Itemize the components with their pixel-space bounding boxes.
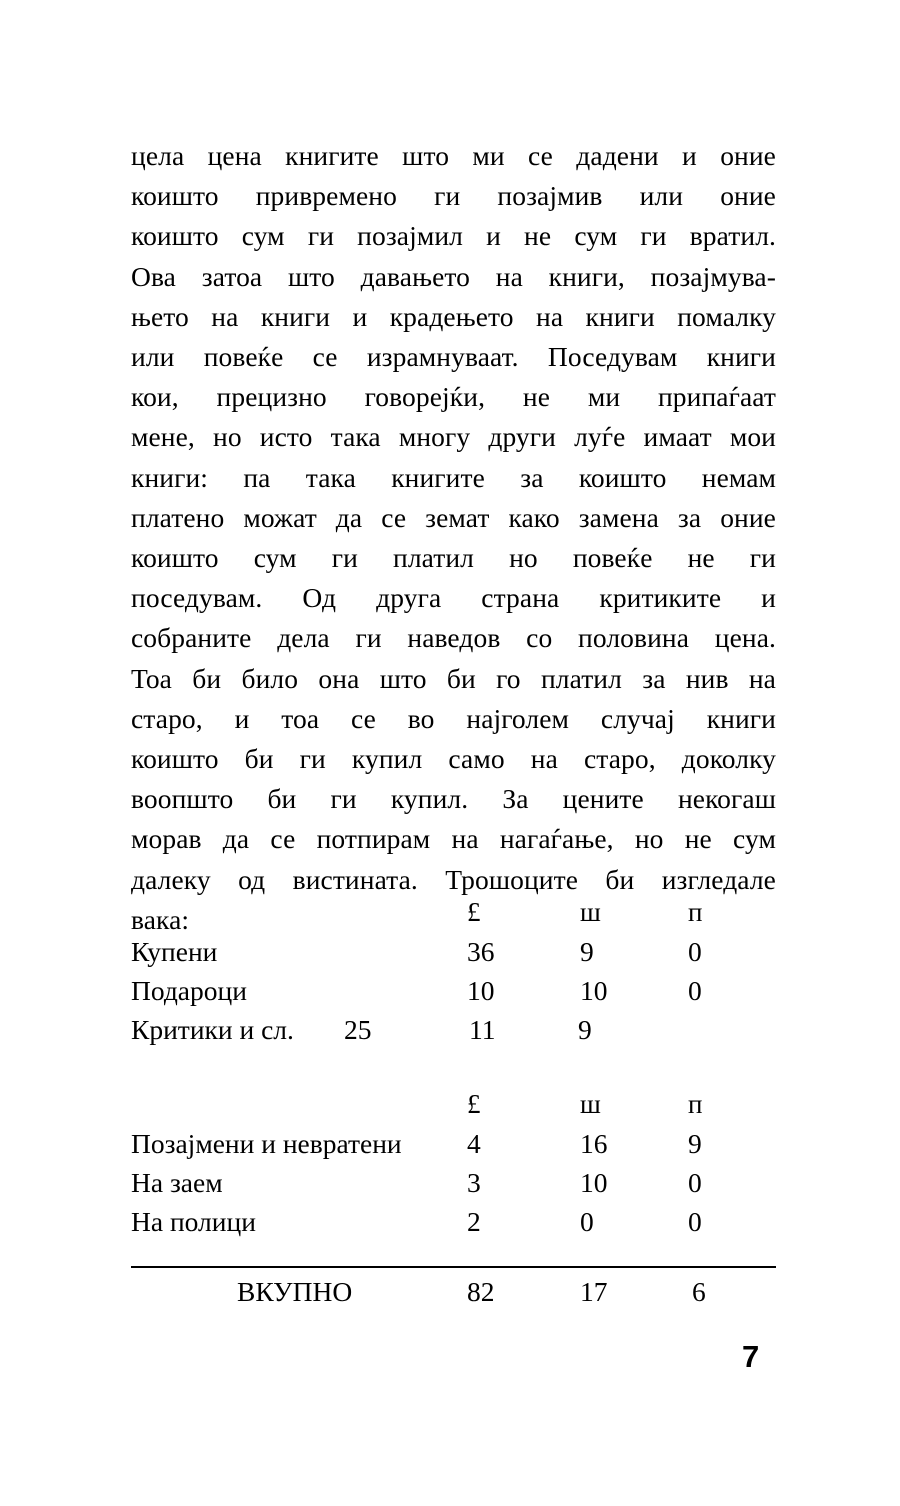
text-line: или повеќе се израмнуваат. Поседувам книги xyxy=(131,341,776,373)
text-line: книги: па така книгите за коишто немам xyxy=(131,461,776,493)
row-label: Купени xyxy=(131,936,218,967)
column-header-pence: п xyxy=(688,897,703,927)
text-line: платено можат да се земат како замена за оние xyxy=(131,501,776,533)
paragraph xyxy=(131,136,776,940)
cell-shilling: 9 xyxy=(580,936,594,967)
cell-shilling: 10 xyxy=(580,975,608,1006)
text-line: старо, и тоа се во најголем случај книги xyxy=(131,702,776,734)
text-line: мене, но исто така многу други луѓе имаат мои xyxy=(131,421,776,453)
text-line: Ова затоа што давањето на книги, позајмува- xyxy=(131,260,776,292)
body-text-block xyxy=(131,136,776,940)
table-row xyxy=(131,1010,776,1049)
cell-shilling: 0 xyxy=(580,1206,594,1237)
cell-pence: 0 xyxy=(688,1206,702,1237)
cell-shilling: 16 xyxy=(580,1128,608,1159)
text-line: кои, прецизно говорејќи, не ми припаѓаат xyxy=(131,381,776,413)
text-line: воопшто би ги купил. За цените некогаш xyxy=(131,783,776,815)
total-cell-pence: 6 xyxy=(692,1276,706,1307)
page-number: 7 xyxy=(742,1339,760,1374)
table-header-row xyxy=(131,1085,776,1124)
table-row xyxy=(131,971,776,1010)
table-row xyxy=(131,932,776,971)
table-header-row xyxy=(131,893,776,932)
row-label: На заем xyxy=(131,1167,223,1198)
cell-pence: 0 xyxy=(688,975,702,1006)
text-line: морав да се потпирам на нагаѓање, но не сум xyxy=(131,823,776,855)
row-label: На полици xyxy=(131,1206,256,1237)
cell-pound: 10 xyxy=(467,975,495,1006)
text-line: Тоа би било она што би го платил за нив на xyxy=(131,662,776,694)
column-header-shilling: ш xyxy=(580,1089,601,1119)
text-line: собраните дела ги наведов со половина цена. xyxy=(131,622,776,654)
cell-pence: 9 xyxy=(688,1128,702,1159)
cell-pound: 3 xyxy=(467,1167,481,1198)
cell-pound: 11 xyxy=(469,1014,496,1045)
column-header-shilling: ш xyxy=(580,897,601,927)
total-divider-rule xyxy=(131,1266,776,1268)
cell-pound: 2 xyxy=(467,1206,481,1237)
total-row xyxy=(131,1272,776,1312)
cell-pound: 4 xyxy=(467,1128,481,1159)
column-header-pound: £ xyxy=(467,1089,481,1119)
column-header-pound: £ xyxy=(467,897,481,927)
total-label: ВКУПНО xyxy=(237,1276,353,1307)
cell-shilling: 10 xyxy=(580,1167,608,1198)
text-line: њето на книги и крадењето на книги помалку xyxy=(131,300,776,332)
text-line: коишто би ги купил само на старо, доколку xyxy=(131,743,776,775)
text-line: поседувам. Од друга страна критиките и xyxy=(131,582,776,614)
row-label: Критики и сл. xyxy=(131,1014,294,1045)
cell-pound: 36 xyxy=(467,936,495,967)
text-line: далеку од вистината. Трошоците би изгледале xyxy=(131,863,776,895)
cell-pence: 0 xyxy=(688,1167,702,1198)
expense-table-owned xyxy=(131,893,776,1049)
table-row xyxy=(131,1202,776,1241)
text-line: коишто сум ги платил но повеќе не ги xyxy=(131,542,776,574)
total-cell-shilling: 17 xyxy=(580,1276,608,1307)
text-line: коишто привремено ги позајмив или оние xyxy=(131,180,776,212)
table-row xyxy=(131,1163,776,1202)
table-row xyxy=(131,1124,776,1163)
column-header-pence: п xyxy=(688,1089,703,1119)
text-line: цела цена книгите што ми се дадени и оние xyxy=(131,140,776,171)
text-line: вака: xyxy=(131,903,190,935)
row-label: Позајмени и невратени xyxy=(131,1128,402,1159)
cell-shilling: 9 xyxy=(578,1014,592,1045)
cell-pence: 0 xyxy=(688,936,702,967)
row-label: Подароци xyxy=(131,975,247,1006)
total-cell-pound: 82 xyxy=(467,1276,495,1307)
expense-table-lent xyxy=(131,1085,776,1241)
cell-stray-figure: 25 xyxy=(344,1014,372,1045)
text-line: коишто сум ги позајмил и не сум ги вратил. xyxy=(131,220,776,252)
